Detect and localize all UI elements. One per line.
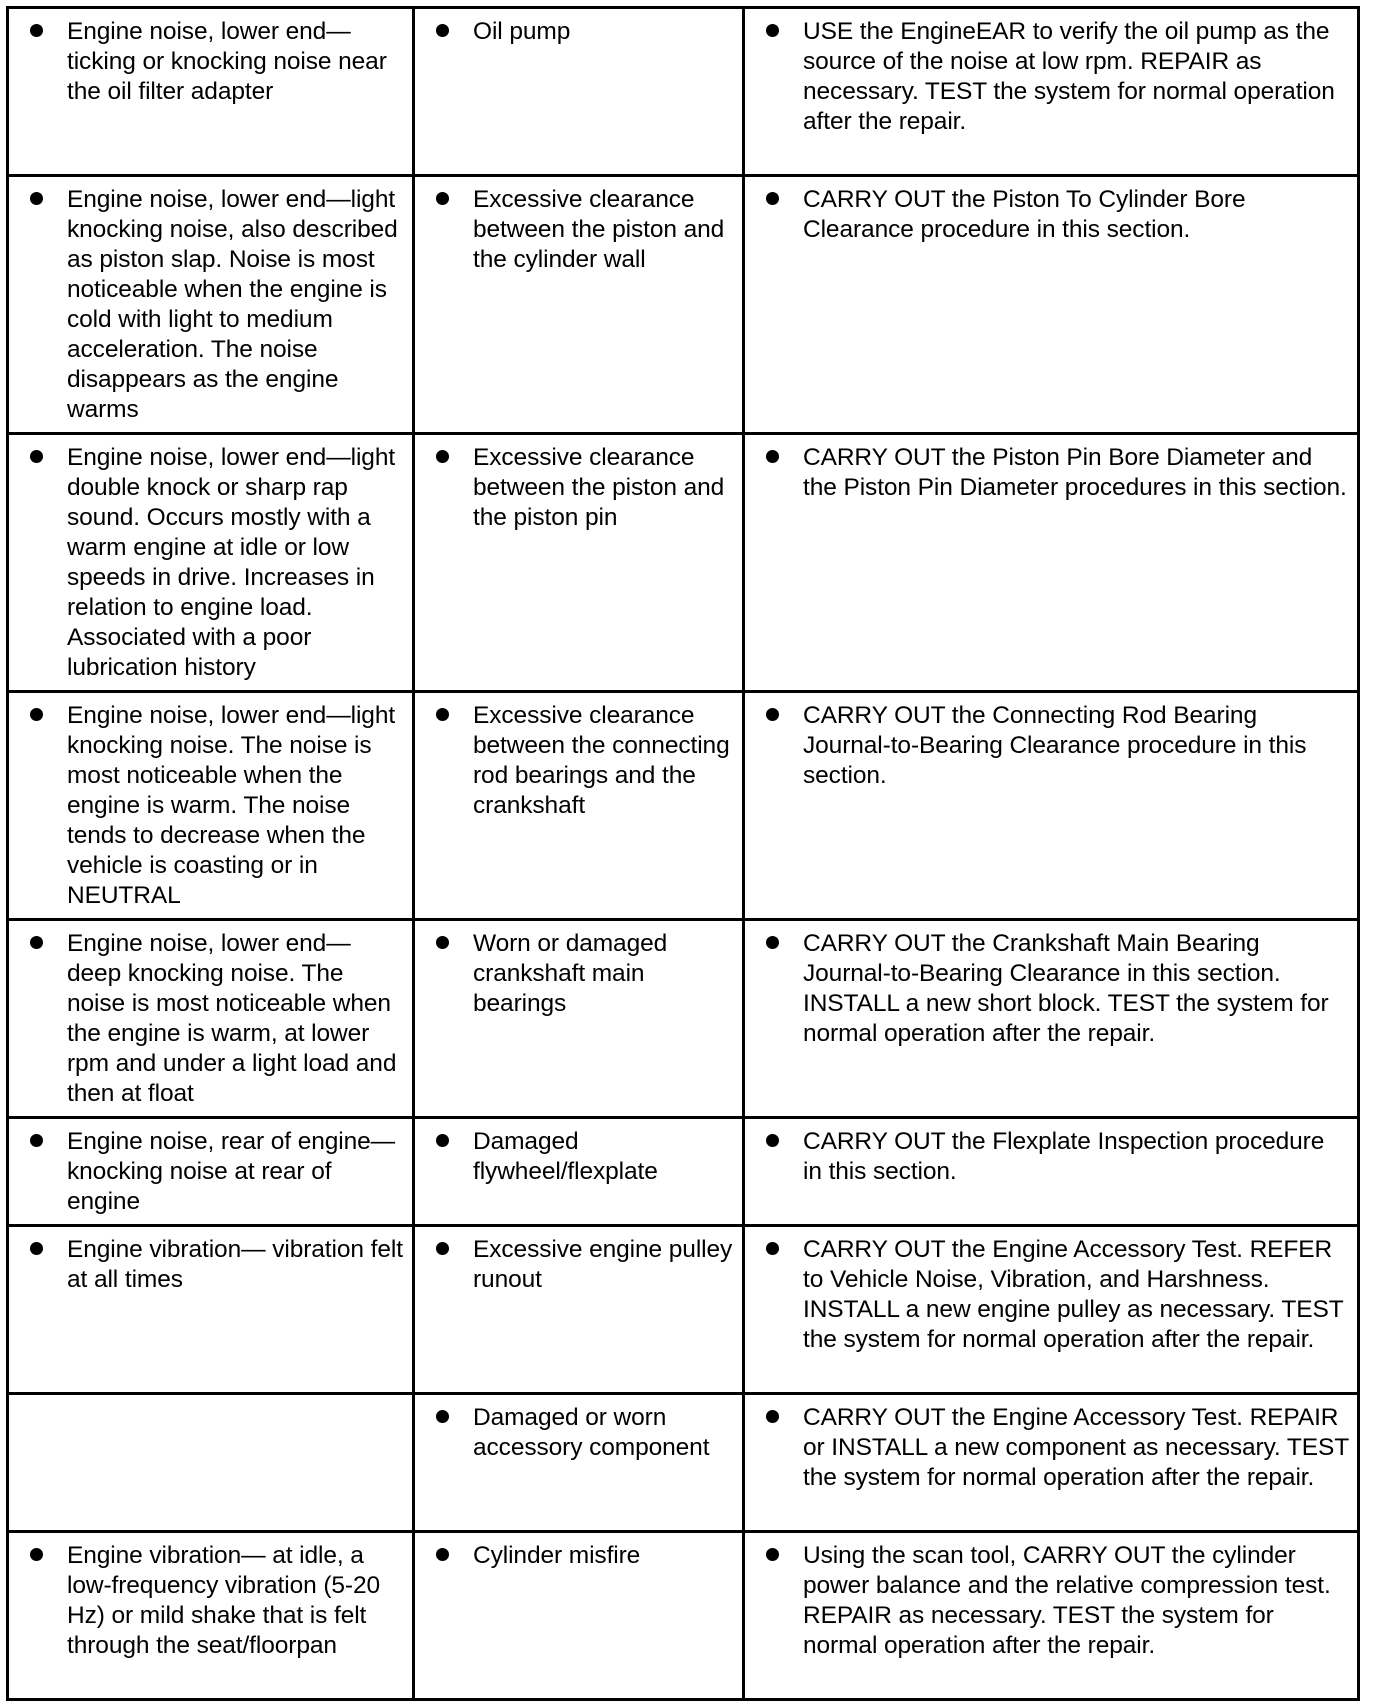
cause-cell: [414, 434, 744, 692]
table-row: [8, 1394, 1359, 1532]
cause-item: [415, 17, 734, 47]
symptom-text: Engine noise, lower end—light knocking noise, also described as piston slap. Noise is most noticeable when the engine is cold with light to medium acceleration. The noise disappears as the engine warms: [67, 186, 398, 423]
bullet-icon: [436, 936, 449, 949]
symptom-item: [9, 185, 404, 425]
table-row: [8, 176, 1359, 434]
cause-cell: [414, 692, 744, 920]
action-cell: [744, 692, 1359, 920]
bullet-icon: [436, 1134, 449, 1147]
symptom-text: Engine noise, lower end—ticking or knocking noise near the oil filter adapter: [67, 18, 387, 105]
cause-cell: [414, 1532, 744, 1700]
action-item: [745, 185, 1349, 245]
bullet-icon: [30, 450, 43, 463]
action-text: CARRY OUT the Engine Accessory Test. REFER to Vehicle Noise, Vibration, and Harshness. INSTALL a new engine pulley as necessary. TEST the system for normal operation after the repair.: [803, 1236, 1344, 1353]
cause-cell: [414, 920, 744, 1118]
action-cell: [744, 920, 1359, 1118]
action-text: CARRY OUT the Flexplate Inspection procedure in this section.: [803, 1128, 1325, 1185]
bullet-icon: [436, 450, 449, 463]
cause-text: Excessive clearance between the connecting rod bearings and the crankshaft: [473, 702, 730, 819]
action-item: [745, 1127, 1349, 1187]
cause-item: [415, 1403, 734, 1463]
symptom-text: Engine noise, lower end—light knocking noise. The noise is most noticeable when the engine is warm. The noise tends to decrease when the vehicle is coasting or in NEUTRAL: [67, 702, 396, 909]
bullet-icon: [766, 24, 779, 37]
cause-item: [415, 1127, 734, 1187]
bullet-icon: [766, 1134, 779, 1147]
bullet-icon: [30, 936, 43, 949]
bullet-icon: [436, 1242, 449, 1255]
bullet-icon: [30, 1548, 43, 1561]
bullet-icon: [30, 192, 43, 205]
symptom-cell: [8, 920, 414, 1118]
table-row: [8, 1118, 1359, 1226]
cause-text: Damaged flywheel/flexplate: [473, 1128, 658, 1185]
action-item: [745, 1541, 1349, 1661]
bullet-icon: [766, 1410, 779, 1423]
bullet-icon: [30, 1134, 43, 1147]
action-item: [745, 17, 1349, 137]
action-item: [745, 1235, 1349, 1355]
table-row: [8, 692, 1359, 920]
cause-text: Oil pump: [473, 18, 571, 45]
symptom-item: [9, 1235, 404, 1295]
symptom-cell-empty: [8, 1394, 414, 1532]
symptom-cell: [8, 1226, 414, 1394]
cause-text: Worn or damaged crankshaft main bearings: [473, 930, 668, 1017]
cause-cell: [414, 8, 744, 176]
cause-text: Excessive engine pulley runout: [473, 1236, 733, 1293]
cause-text: Excessive clearance between the piston and the piston pin: [473, 444, 725, 531]
bullet-icon: [766, 192, 779, 205]
action-cell: [744, 434, 1359, 692]
symptom-item: [9, 1127, 404, 1217]
cause-item: [415, 929, 734, 1019]
action-cell: [744, 176, 1359, 434]
symptom-cell: [8, 1532, 414, 1700]
symptom-item: [9, 1541, 404, 1661]
action-item: [745, 929, 1349, 1049]
symptom-item: [9, 701, 404, 911]
action-cell: [744, 1118, 1359, 1226]
action-text: CARRY OUT the Engine Accessory Test. REPAIR or INSTALL a new component as necessary. TEST the system for normal operation after the repair.: [803, 1404, 1349, 1491]
bullet-icon: [30, 1242, 43, 1255]
bullet-icon: [766, 1242, 779, 1255]
symptom-text: Engine noise, lower end—light double knock or sharp rap sound. Occurs mostly with a warm engine at idle or low speeds in drive. Increases in relation to engine load. Associated with a poor lubrication history: [67, 444, 396, 681]
bullet-icon: [436, 1548, 449, 1561]
action-text: USE the EngineEAR to verify the oil pump as the source of the noise at low rpm. REPAIR as necessary. TEST the system for normal operation after the repair.: [803, 18, 1335, 135]
symptom-text: Engine noise, rear of engine—knocking noise at rear of engine: [67, 1128, 396, 1215]
bullet-icon: [436, 192, 449, 205]
action-cell: [744, 8, 1359, 176]
action-item: [745, 443, 1349, 503]
symptom-cell: [8, 1118, 414, 1226]
cause-item: [415, 1235, 734, 1295]
symptom-cell: [8, 8, 414, 176]
bullet-icon: [766, 1548, 779, 1561]
action-text: Using the scan tool, CARRY OUT the cylinder power balance and the relative compression test. REPAIR as necessary. TEST the system for normal operation after the repair.: [803, 1542, 1331, 1659]
cause-text: Damaged or worn accessory component: [473, 1404, 710, 1461]
action-item: [745, 701, 1349, 791]
cause-cell: [414, 1394, 744, 1532]
symptom-cell: [8, 434, 414, 692]
action-cell: [744, 1394, 1359, 1532]
cause-item: [415, 443, 734, 533]
bullet-icon: [436, 708, 449, 721]
table-row: [8, 1532, 1359, 1700]
action-text: CARRY OUT the Piston Pin Bore Diameter and the Piston Pin Diameter procedures in this section.: [803, 444, 1347, 501]
cause-item: [415, 701, 734, 821]
bullet-icon: [436, 24, 449, 37]
table-row: [8, 8, 1359, 176]
symptom-text: Engine noise, lower end—deep knocking noise. The noise is most noticeable when the engine is warm, at lower rpm and under a light load and then at float: [67, 930, 397, 1107]
action-text: CARRY OUT the Connecting Rod Bearing Journal-to-Bearing Clearance procedure in this section.: [803, 702, 1307, 789]
symptom-cell: [8, 692, 414, 920]
cause-item: [415, 185, 734, 275]
cause-cell: [414, 1226, 744, 1394]
cause-cell: [414, 1118, 744, 1226]
symptom-cell: [8, 176, 414, 434]
action-text: CARRY OUT the Crankshaft Main Bearing Journal-to-Bearing Clearance in this section. INSTALL a new short block. TEST the system for normal operation after the repair.: [803, 930, 1329, 1047]
symptom-item: [9, 929, 404, 1109]
action-text: CARRY OUT the Piston To Cylinder Bore Clearance procedure in this section.: [803, 186, 1246, 243]
action-cell: [744, 1532, 1359, 1700]
symptom-item: [9, 443, 404, 683]
bullet-icon: [766, 450, 779, 463]
bullet-icon: [766, 708, 779, 721]
action-cell: [744, 1226, 1359, 1394]
symptom-text: Engine vibration— at idle, a low-frequency vibration (5-20 Hz) or mild shake that is felt through the seat/floorpan: [67, 1542, 381, 1659]
bullet-icon: [30, 24, 43, 37]
bullet-icon: [766, 936, 779, 949]
cause-text: Excessive clearance between the piston and the cylinder wall: [473, 186, 725, 273]
table-row: [8, 1226, 1359, 1394]
cause-cell: [414, 176, 744, 434]
diagnosis-table: [6, 6, 1360, 1701]
table-row: [8, 920, 1359, 1118]
cause-text: Cylinder misfire: [473, 1542, 641, 1569]
action-item: [745, 1403, 1349, 1493]
bullet-icon: [30, 708, 43, 721]
bullet-icon: [436, 1410, 449, 1423]
table-row: [8, 434, 1359, 692]
cause-item: [415, 1541, 734, 1571]
symptom-text: Engine vibration— vibration felt at all times: [67, 1236, 403, 1293]
symptom-item: [9, 17, 404, 107]
